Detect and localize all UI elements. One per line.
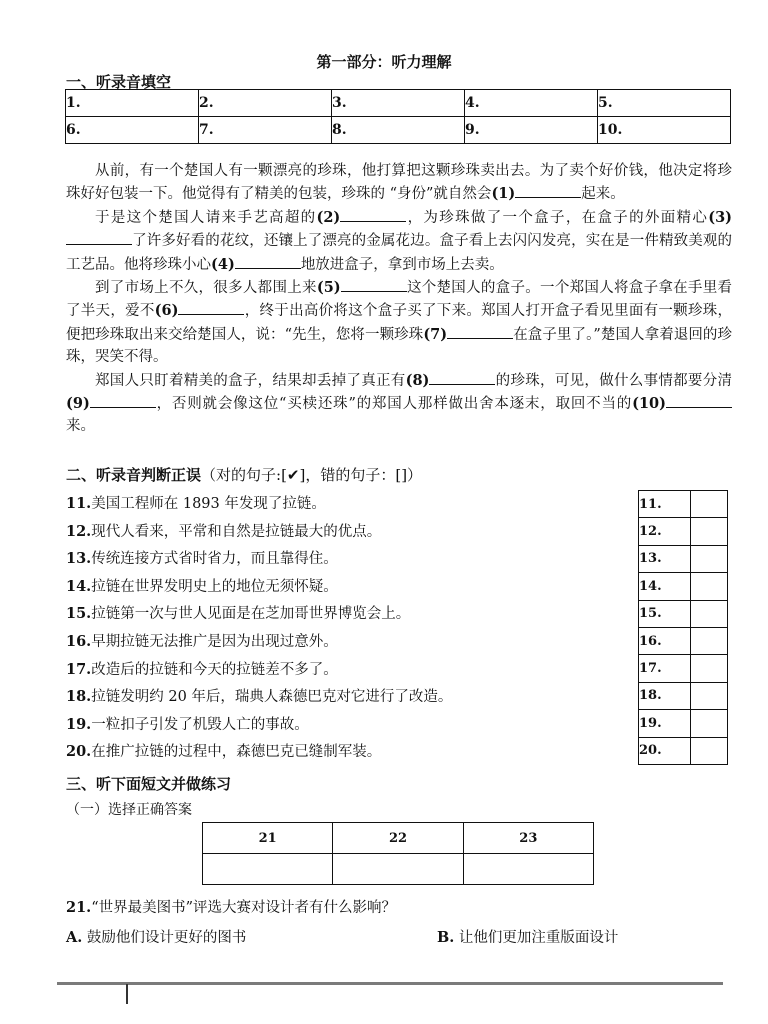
fill-blank[interactable] (178, 299, 244, 315)
statement-item (66, 658, 338, 679)
statement-number: 18. (66, 688, 92, 706)
statement-text: 拉链在世界发明史上的地位无须怀疑。 (91, 578, 338, 595)
header-cell: 23 (463, 823, 593, 854)
passage-paragraph (66, 276, 732, 369)
row-label: 16. (639, 627, 691, 654)
section2-heading: 二、听录音判断正误 (66, 466, 202, 484)
blank-number: (1) (491, 185, 516, 203)
section2-heading-line (66, 464, 422, 485)
fill-blank[interactable] (66, 229, 132, 245)
answer-cell[interactable]: 10. (598, 117, 731, 144)
passage-text: 起来。 (581, 186, 625, 203)
answer-cell[interactable]: 4. (465, 90, 598, 117)
blank-number: (3) (708, 208, 733, 226)
table-row (639, 600, 728, 627)
statement-number: 20. (66, 743, 92, 761)
fill-blank[interactable] (447, 323, 513, 339)
answer-cell[interactable] (463, 854, 593, 885)
table-row (203, 854, 594, 885)
passage-paragraph (66, 369, 732, 438)
section3-subheading: （一）选择正确答案 (66, 802, 192, 818)
blank-number: (2) (316, 208, 341, 226)
statement-item (66, 713, 309, 734)
table-row (66, 90, 731, 117)
statement-text: 传统连接方式省时省力，而且靠得住。 (91, 551, 338, 568)
option-text: 让他们更加注重版面设计 (458, 930, 619, 946)
fill-blank[interactable] (515, 182, 581, 198)
section2-heading-note: （对的句子:[✔]，错的句子：[]） (201, 466, 423, 484)
option-a[interactable] (66, 926, 246, 947)
answer-cell[interactable] (691, 655, 728, 682)
table-row (639, 737, 728, 764)
answer-cell[interactable]: 6. (66, 117, 199, 144)
passage-text: 了许多好看的花纹，还镶上了漂亮的金属花边。盒子看上去闪闪发亮，实在是一件精致美观的工艺品。他将珍珠小心 (66, 233, 732, 273)
passage-text: ，终于出高价将这个盒子买了下来。郑国人打开盒子看见里面有一颗珍珠，便把珍珠取出来交给楚国人，说：“先生，您将一颗珍珠 (66, 303, 733, 343)
answer-cell[interactable] (691, 737, 728, 764)
statement-text: 一粒扣子引发了机毁人亡的事故。 (91, 716, 309, 733)
passage-text: 从前，有一个楚国人有一颗漂亮的珍珠，他打算把这颗珍珠卖出去。为了卖个好价钱，他决定将珍珠好好包装一下。他觉得有了精美的包装，珍珠的 “身份”就自然会 (66, 163, 732, 203)
statement-number: 14. (66, 577, 92, 595)
answer-cell[interactable] (691, 682, 728, 709)
passage-paragraph (66, 206, 732, 276)
table-row (639, 491, 728, 518)
answer-cell[interactable] (691, 518, 728, 545)
question-number: 21. (66, 899, 92, 916)
passage-text: 郑国人只盯着精美的盒子，结果却丢掉了真正有 (95, 372, 406, 389)
statement-item (66, 630, 338, 651)
row-label: 11. (639, 491, 691, 518)
table-row (639, 545, 728, 572)
table-row (639, 573, 728, 600)
statement-text: 拉链发明约 20 年后，瑞典人森德巴克对它进行了改造。 (91, 689, 453, 706)
answer-cell[interactable] (691, 627, 728, 654)
passage-paragraph (66, 160, 732, 206)
table-row (203, 823, 594, 854)
statement-number: 19. (66, 715, 92, 733)
question-text: “世界最美图书”评选大赛对设计者有什么影响？ (91, 900, 397, 916)
statement-number: 13. (66, 550, 92, 568)
answer-cell[interactable]: 8. (332, 117, 465, 144)
blank-number: (9) (66, 395, 90, 413)
statement-text: 改造后的拉链和今天的拉链差不多了。 (91, 661, 338, 678)
answer-cell[interactable]: 9. (465, 117, 598, 144)
row-label: 13. (639, 545, 691, 572)
passage-text: 的珍珠，可见，做什么事情都要分清 (495, 372, 733, 389)
answer-cell[interactable] (203, 854, 333, 885)
answer-cell[interactable] (691, 545, 728, 572)
statement-number: 16. (66, 633, 92, 650)
statement-number: 17. (66, 660, 92, 678)
statement-item (66, 520, 381, 541)
row-label: 12. (639, 518, 691, 545)
answer-cell[interactable] (691, 491, 728, 518)
row-label: 19. (639, 710, 691, 737)
answer-cell[interactable] (691, 710, 728, 737)
row-label: 14. (639, 573, 691, 600)
header-cell: 22 (333, 823, 463, 854)
passage-text: 这个楚国人的盒子。一个郑国人将盒子拿在手里看了半天，爱不 (66, 280, 733, 320)
blank-number: (6) (154, 302, 179, 320)
cloze-passage (66, 160, 732, 438)
passage-text: 到了市场上不久，很多人都围上来 (95, 280, 317, 297)
fill-blank[interactable] (429, 369, 495, 385)
statement-number: 12. (66, 522, 92, 540)
statement-item (66, 740, 381, 761)
table-row (66, 117, 731, 144)
statement-text: 美国工程师在 1893 年发现了拉链。 (91, 496, 326, 512)
statement-text: 在推广拉链的过程中，森德巴克已缝制军装。 (91, 744, 382, 761)
fill-blank[interactable] (341, 276, 407, 292)
statement-text: 拉链第一次与世人见面是在芝加哥世界博览会上。 (91, 606, 411, 623)
blank-number: (5) (316, 279, 341, 297)
table-row (639, 682, 728, 709)
passage-text: 地放进盒子，拿到市场上去卖。 (300, 256, 504, 273)
row-label: 17. (639, 655, 691, 682)
row-label: 15. (639, 600, 691, 627)
option-label: A. (66, 929, 83, 946)
statement-item (66, 575, 338, 596)
statement-item (66, 492, 326, 513)
statement-text: 早期拉链无法推广是因为出现过意外。 (91, 634, 338, 650)
statement-item (66, 685, 452, 706)
table-row (639, 518, 728, 545)
passage-text: ，为珍珠做了一个盒子，在盒子的外面精心 (406, 209, 709, 226)
statement-number: 15. (66, 605, 92, 623)
choice-answer-table (202, 822, 594, 885)
blank-answer-table (65, 89, 731, 144)
section1-heading: 一、听录音填空 (66, 73, 172, 91)
row-label: 18. (639, 682, 691, 709)
question-21 (66, 896, 396, 917)
blank-number: (4) (211, 255, 235, 273)
row-label: 20. (639, 737, 691, 764)
statement-item (66, 602, 410, 623)
blank-number: (7) (423, 325, 448, 343)
statement-text: 现代人看来，平常和自然是拉链最大的优点。 (91, 523, 382, 540)
answer-cell[interactable]: 5. (598, 90, 731, 117)
passage-text: 来。 (66, 418, 95, 435)
fill-blank[interactable] (235, 253, 301, 269)
table-row (639, 655, 728, 682)
table-row (639, 710, 728, 737)
footer-rule (57, 982, 723, 985)
section3-heading: 三、听下面短文并做练习 (66, 775, 232, 793)
statement-item (66, 547, 338, 568)
answer-cell[interactable] (691, 573, 728, 600)
passage-text: 在盒子里了。”楚国人拿着退回的珍珠，哭笑不得。 (66, 326, 732, 366)
fill-blank[interactable] (90, 392, 156, 408)
option-label: B. (437, 929, 455, 946)
page-title: 第一部分：听力理解 (316, 53, 452, 71)
table-row (639, 627, 728, 654)
answer-cell[interactable]: 1. (66, 90, 199, 117)
blank-number: (8) (405, 371, 430, 389)
true-false-answer-table (638, 490, 728, 765)
footer-tick-mark (126, 984, 128, 1004)
answer-cell[interactable]: 7. (199, 117, 332, 144)
blank-number: (10) (632, 395, 666, 413)
header-cell: 21 (203, 823, 333, 854)
fill-blank[interactable] (666, 392, 732, 408)
answer-cell[interactable]: 2. (199, 90, 332, 117)
answer-cell[interactable] (691, 600, 728, 627)
passage-text: ，否则就会像这位“买椟还珠”的郑国人那样做出舍本逐末，取回不当的 (155, 396, 633, 413)
option-text: 鼓励他们设计更好的图书 (86, 930, 247, 946)
fill-blank[interactable] (340, 206, 406, 222)
answer-cell[interactable] (333, 854, 463, 885)
passage-text: 于是这个楚国人请来手艺高超的 (95, 209, 317, 226)
answer-cell[interactable]: 3. (332, 90, 465, 117)
statement-number: 11. (66, 495, 92, 512)
option-b[interactable] (437, 926, 618, 947)
